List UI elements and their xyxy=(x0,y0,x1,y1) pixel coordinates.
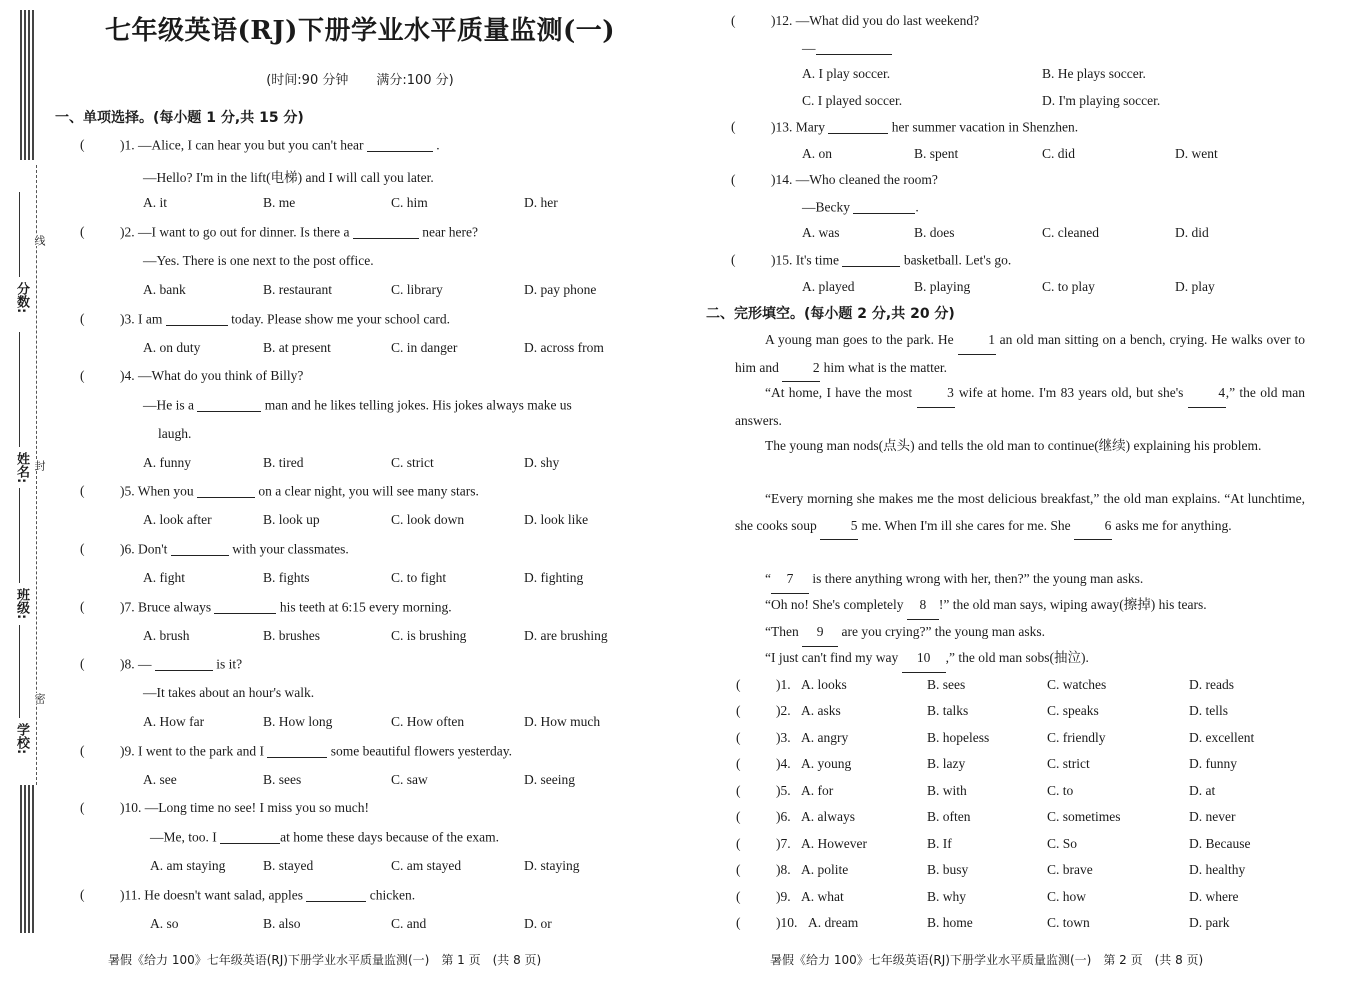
option-d[interactable]: D. excellent xyxy=(1189,730,1255,745)
option-a[interactable]: A. was xyxy=(802,225,840,240)
question-stem xyxy=(120,224,478,241)
dialogue-text-after: at home these days because of the exam. xyxy=(280,829,500,845)
option-a[interactable]: A. on xyxy=(802,146,832,161)
option-a[interactable]: A. look after xyxy=(143,512,212,527)
option-b[interactable]: B. restaurant xyxy=(263,282,332,297)
footer-page-2: 暑假《给力 100》七年级英语(RJ)下册学业水平质量监测(一) 第 2 页 (共 8 页) xyxy=(770,953,1204,967)
answer-blank[interactable] xyxy=(828,119,888,134)
option-c[interactable]: C. to xyxy=(1047,783,1074,798)
dialogue-text-after: man and he likes telling jokes. His jokes always make us xyxy=(264,397,572,413)
question-number: )10. xyxy=(120,800,142,815)
cloze-blank-7[interactable]: 7 xyxy=(771,566,809,594)
answer-paren[interactable]: ( xyxy=(736,730,741,745)
question-number: )7. xyxy=(120,599,135,615)
page-title: 七年级英语(RJ)下册学业水平质量监测(一) xyxy=(104,16,616,46)
answer-paren[interactable]: ( xyxy=(736,809,741,824)
option-a[interactable]: A. always xyxy=(801,809,855,824)
option-b[interactable]: B. He plays soccer. xyxy=(1042,66,1146,81)
option-b[interactable]: B. why xyxy=(927,889,967,904)
option-a[interactable]: A. am staying xyxy=(150,858,226,873)
answer-blank[interactable] xyxy=(367,137,433,152)
cloze-paragraph-7: “Then 9 are you crying?” the young man asks. xyxy=(765,619,1305,647)
question-text-after: near here? xyxy=(422,224,479,240)
option-a[interactable]: A. brush xyxy=(143,628,190,643)
field-school-label: 学校: xyxy=(14,723,29,755)
answer-blank[interactable] xyxy=(816,40,892,55)
option-b[interactable]: B. home xyxy=(927,915,973,930)
option-c[interactable]: C. brave xyxy=(1047,862,1093,877)
option-a[interactable]: A. see xyxy=(143,772,177,787)
option-c[interactable]: C. sometimes xyxy=(1047,809,1121,824)
field-name-label: 姓名: xyxy=(14,452,29,484)
question-number: )6. xyxy=(120,541,135,557)
option-a[interactable]: A. it xyxy=(143,195,168,210)
exam-info xyxy=(60,69,660,88)
option-c[interactable]: C. I played soccer. xyxy=(802,93,903,108)
option-c[interactable]: C. How often xyxy=(391,714,465,729)
question-text: He doesn't want salad, apples xyxy=(144,887,304,903)
question-number: )5. xyxy=(120,483,135,499)
option-d[interactable]: D. funny xyxy=(1189,756,1237,771)
option-d[interactable]: D. across from xyxy=(524,340,604,355)
option-b[interactable]: B. If xyxy=(927,836,952,851)
option-d[interactable]: D. staying xyxy=(524,858,580,873)
dialogue-text: —Hello? I'm in the lift(电梯) and I will call you later. xyxy=(143,170,434,185)
question-text: —Long time no see! I miss you so much! xyxy=(144,800,369,815)
option-d[interactable]: D. tells xyxy=(1189,703,1228,718)
option-d[interactable]: D. reads xyxy=(1189,677,1234,692)
mark-secret: 密 xyxy=(33,693,46,704)
question-text-after: his teeth at 6:15 every morning. xyxy=(279,599,452,615)
option-c[interactable]: C. cleaned xyxy=(1042,225,1099,240)
answer-paren[interactable]: ( xyxy=(731,13,736,28)
answer-blank[interactable] xyxy=(220,829,280,844)
cloze-paragraph-4: “Every morning she makes me the most delicious breakfast,” the old man explains. “At lunchtime, she cooks soup 5 me. When I'm ill she cares for me. She 6 asks me for anything. xyxy=(735,486,1305,540)
dialogue-text: —Me, too. I xyxy=(150,829,217,845)
question-number: )9. xyxy=(776,889,791,904)
option-d[interactable]: D. never xyxy=(1189,809,1236,824)
answer-paren[interactable]: ( xyxy=(80,743,85,758)
option-b[interactable]: B. playing xyxy=(914,279,971,294)
question-text-after: on a clear night, you will see many stars. xyxy=(258,483,479,499)
answer-blank[interactable] xyxy=(853,199,915,214)
answer-blank[interactable] xyxy=(267,743,327,758)
question-text-after: with your classmates. xyxy=(232,541,349,557)
dialogue-text: —Yes. There is one next to the post office. xyxy=(143,253,374,268)
question-number: )15. xyxy=(771,252,793,268)
question-stem xyxy=(771,13,979,29)
binding-margin xyxy=(0,0,60,999)
option-a[interactable]: A. what xyxy=(801,889,844,904)
question-stem xyxy=(120,599,452,616)
question-number: )7. xyxy=(776,836,791,851)
question-text: When you xyxy=(137,483,194,499)
section2-heading: 二、完形填空。(每小题 2 分,共 20 分) xyxy=(706,306,955,322)
question-text: I went to the park and I xyxy=(138,743,264,759)
answer-blank[interactable] xyxy=(214,599,276,614)
option-c[interactable]: C. to fight xyxy=(391,570,447,585)
option-d[interactable]: D. pay phone xyxy=(524,282,597,297)
answer-paren[interactable]: ( xyxy=(80,483,85,498)
option-d[interactable]: D. fighting xyxy=(524,570,584,585)
option-c[interactable]: C. strict xyxy=(1047,756,1090,771)
question-number: )5. xyxy=(776,783,791,798)
dialogue-line xyxy=(150,829,499,846)
footer-page-1: 暑假《给力 100》七年级英语(RJ)下册学业水平质量监测(一) 第 1 页 (共 8 页) xyxy=(108,953,542,967)
question-text-after: is it? xyxy=(216,656,243,672)
cloze-paragraph-6: “Oh no! She's completely 8 !” the old man says, wiping away(擦掉) his tears. xyxy=(765,592,1305,620)
cloze-paragraph-5: “ 7 is there anything wrong with her, then?” the young man asks. xyxy=(765,566,1305,594)
question-number: )3. xyxy=(120,311,135,327)
option-b[interactable]: B. lazy xyxy=(927,756,966,771)
question-stem xyxy=(120,887,415,904)
cut-line xyxy=(36,165,37,785)
question-text-after: . xyxy=(436,137,440,153)
dialogue-text: — xyxy=(802,40,816,56)
dialogue-text: —It takes about an hour's walk. xyxy=(143,685,315,700)
option-d[interactable]: D. went xyxy=(1175,146,1218,161)
option-c[interactable]: C. saw xyxy=(391,772,428,787)
option-c[interactable]: C. speaks xyxy=(1047,703,1099,718)
question-stem xyxy=(120,368,303,384)
option-b[interactable]: B. brushes xyxy=(263,628,320,643)
option-d[interactable]: D. look like xyxy=(524,512,589,527)
answer-paren[interactable]: ( xyxy=(736,915,741,930)
dialogue-line xyxy=(143,253,374,269)
question-number: )1. xyxy=(776,677,791,692)
question-text: — xyxy=(138,656,152,672)
mark-line: 线 xyxy=(33,235,46,246)
option-c[interactable]: C. library xyxy=(391,282,443,297)
option-b[interactable]: B. tired xyxy=(263,455,304,470)
question-number: )11. xyxy=(120,887,141,903)
cloze-blank-1[interactable]: 1 xyxy=(958,327,996,355)
option-a[interactable]: A. looks xyxy=(801,677,847,692)
question-text: —Alice, I can hear you but you can't hear xyxy=(138,137,364,153)
answer-paren[interactable]: ( xyxy=(736,703,741,718)
option-d[interactable]: D. at xyxy=(1189,783,1216,798)
question-stem xyxy=(120,137,440,154)
option-b[interactable]: B. at present xyxy=(263,340,331,355)
option-d[interactable]: D. How much xyxy=(524,714,601,729)
question-stem xyxy=(771,119,1078,136)
cloze-paragraph-3: The young man nods(点头) and tells the old man to continue(继续) explaining his problem. xyxy=(765,438,1262,453)
option-a[interactable]: A. fight xyxy=(143,570,185,585)
dialogue-text: —He is a xyxy=(143,397,194,413)
option-b[interactable]: B. spent xyxy=(914,146,959,161)
option-b[interactable]: B. with xyxy=(927,783,967,798)
option-a[interactable]: A. for xyxy=(801,783,834,798)
question-text-after: some beautiful flowers yesterday. xyxy=(330,743,513,759)
field-school-line xyxy=(19,625,20,718)
question-text: Don't xyxy=(138,541,168,557)
question-number: )4. xyxy=(776,756,791,771)
answer-blank[interactable] xyxy=(197,397,261,412)
option-a[interactable]: A. bank xyxy=(143,282,186,297)
option-a[interactable]: A. polite xyxy=(801,862,849,877)
question-text: —What did you do last weekend? xyxy=(795,13,980,28)
option-b[interactable]: B. sees xyxy=(927,677,966,692)
question-stem xyxy=(120,541,349,558)
answer-paren[interactable]: ( xyxy=(736,677,741,692)
dialogue-text: —Becky xyxy=(802,199,850,215)
dialogue-line xyxy=(143,685,314,701)
question-number: )13. xyxy=(771,119,793,135)
cloze-blank-3[interactable]: 3 xyxy=(917,380,955,408)
option-c[interactable]: C. watches xyxy=(1047,677,1107,692)
answer-paren[interactable]: ( xyxy=(80,541,85,556)
question-number: )9. xyxy=(120,743,135,759)
option-d[interactable]: D. or xyxy=(524,916,552,931)
dialogue-line xyxy=(143,397,572,414)
exam-time: (时间:90 分钟 xyxy=(266,73,349,88)
answer-paren[interactable]: ( xyxy=(736,836,741,851)
option-a[interactable]: A. asks xyxy=(801,703,841,718)
question-number: )8. xyxy=(776,862,791,877)
option-d[interactable]: D. her xyxy=(524,195,558,210)
option-a[interactable]: A. How far xyxy=(143,714,205,729)
field-score-label: 分数: xyxy=(14,282,29,314)
option-a[interactable]: A. dream xyxy=(808,915,859,930)
question-number: )4. xyxy=(120,368,135,383)
question-text-after: chicken. xyxy=(369,887,416,903)
question-stem xyxy=(120,656,242,673)
question-number: )14. xyxy=(771,172,793,187)
answer-paren[interactable]: ( xyxy=(80,656,85,671)
answer-blank[interactable] xyxy=(353,224,419,239)
question-text: It's time xyxy=(795,252,840,268)
option-c[interactable]: C. So xyxy=(1047,836,1078,851)
question-number: )2. xyxy=(120,224,135,240)
cloze-blank-4[interactable]: 4 xyxy=(1188,380,1226,408)
field-name-line xyxy=(19,332,20,447)
option-b[interactable]: B. talks xyxy=(927,703,969,718)
option-c[interactable]: C. strict xyxy=(391,455,434,470)
field-class-line xyxy=(19,488,20,583)
option-a[interactable]: A. played xyxy=(802,279,855,294)
option-d[interactable]: D. I'm playing soccer. xyxy=(1042,93,1161,108)
answer-blank[interactable] xyxy=(155,656,213,671)
question-text: —I want to go out for dinner. Is there a xyxy=(138,224,350,240)
option-b[interactable]: B. hopeless xyxy=(927,730,990,745)
option-c[interactable]: C. town xyxy=(1047,915,1090,930)
option-a[interactable]: A. young xyxy=(801,756,852,771)
question-number: )8. xyxy=(120,656,135,672)
question-number: )6. xyxy=(776,809,791,824)
question-text: I am xyxy=(138,311,163,327)
option-b[interactable]: B. busy xyxy=(927,862,969,877)
option-a[interactable]: A. so xyxy=(150,916,179,931)
question-text-after: basketball. Let's go. xyxy=(903,252,1012,268)
answer-blank[interactable] xyxy=(197,483,255,498)
answer-paren[interactable]: ( xyxy=(731,172,736,187)
option-b[interactable]: B. also xyxy=(263,916,301,931)
option-c[interactable]: C. friendly xyxy=(1047,730,1106,745)
option-d[interactable]: D. where xyxy=(1189,889,1239,904)
dialogue-line xyxy=(143,166,434,186)
option-d[interactable]: D. did xyxy=(1175,225,1209,240)
cloze-blank-5[interactable]: 5 xyxy=(820,513,858,541)
answer-paren[interactable]: ( xyxy=(736,783,741,798)
question-stem xyxy=(771,172,938,188)
cloze-paragraph-1: A young man goes to the park. He 1 an old man sitting on a bench, crying. He walks over to him and 2 him what is the matter. xyxy=(735,327,1305,382)
option-b[interactable]: B. does xyxy=(914,225,955,240)
bottom-hatch-bar xyxy=(20,785,34,933)
answer-paren[interactable]: ( xyxy=(80,599,85,614)
option-d[interactable]: D. shy xyxy=(524,455,560,470)
option-d[interactable]: D. are brushing xyxy=(524,628,608,643)
answer-paren[interactable]: ( xyxy=(80,224,85,239)
cloze-blank-9[interactable]: 9 xyxy=(802,619,838,647)
answer-paren[interactable]: ( xyxy=(80,311,85,326)
option-d[interactable]: D. park xyxy=(1189,915,1230,930)
answer-blank[interactable] xyxy=(171,541,229,556)
answer-paren[interactable]: ( xyxy=(80,137,85,152)
dialogue-line xyxy=(802,40,892,57)
option-a[interactable]: A. angry xyxy=(801,730,849,745)
answer-blank[interactable] xyxy=(306,887,366,902)
answer-paren[interactable]: ( xyxy=(731,252,736,267)
option-a[interactable]: A. I play soccer. xyxy=(802,66,891,81)
option-c[interactable]: C. to play xyxy=(1042,279,1095,294)
option-b[interactable]: B. sees xyxy=(263,772,302,787)
field-score-line xyxy=(19,192,20,277)
question-text: Bruce always xyxy=(138,599,212,615)
option-d[interactable]: D. Because xyxy=(1189,836,1251,851)
dialogue-line: laugh. xyxy=(158,426,192,441)
answer-paren[interactable]: ( xyxy=(731,119,736,134)
option-c[interactable]: C. him xyxy=(391,195,428,210)
answer-paren[interactable]: ( xyxy=(80,368,85,383)
question-text: Mary xyxy=(795,119,825,135)
option-b[interactable]: B. me xyxy=(263,195,296,210)
option-c[interactable]: C. how xyxy=(1047,889,1087,904)
option-d[interactable]: D. healthy xyxy=(1189,862,1246,877)
question-text-after: her summer vacation in Shenzhen. xyxy=(891,119,1079,135)
answer-paren[interactable]: ( xyxy=(80,887,85,902)
cloze-blank-10[interactable]: 10 xyxy=(902,645,946,673)
option-a[interactable]: A. on duty xyxy=(143,340,201,355)
option-c[interactable]: C. look down xyxy=(391,512,465,527)
question-stem xyxy=(120,311,450,328)
top-hatch-bar xyxy=(20,10,34,160)
option-b[interactable]: B. stayed xyxy=(263,858,314,873)
answer-blank[interactable] xyxy=(842,252,900,267)
question-text: —Who cleaned the room? xyxy=(795,172,938,187)
question-number: )1. xyxy=(120,137,135,153)
option-a[interactable]: A. funny xyxy=(143,455,191,470)
question-number: )2. xyxy=(776,703,791,718)
question-stem xyxy=(120,743,512,760)
exam-score: 满分:100 分) xyxy=(376,73,454,88)
question-number: )12. xyxy=(771,13,793,28)
option-c[interactable]: C. am stayed xyxy=(391,858,462,873)
option-b[interactable]: B. How long xyxy=(263,714,333,729)
option-d[interactable]: D. seeing xyxy=(524,772,575,787)
question-stem xyxy=(120,800,369,816)
option-d[interactable]: D. play xyxy=(1175,279,1215,294)
option-b[interactable]: B. look up xyxy=(263,512,320,527)
option-c[interactable]: C. in danger xyxy=(391,340,458,355)
cloze-paragraph-8: “I just can't find my way 10 ,” the old man sobs(抽泣). xyxy=(765,645,1305,673)
question-text-after: today. Please show me your school card. xyxy=(231,311,450,327)
answer-paren[interactable]: ( xyxy=(80,800,85,815)
option-b[interactable]: B. often xyxy=(927,809,971,824)
field-class-label: 班级: xyxy=(14,588,29,620)
answer-paren[interactable]: ( xyxy=(736,862,741,877)
question-number: )10. xyxy=(776,915,798,930)
question-stem xyxy=(771,252,1011,269)
question-text: —What do you think of Billy? xyxy=(138,368,304,383)
option-b[interactable]: B. fights xyxy=(263,570,310,585)
answer-blank[interactable] xyxy=(166,311,228,326)
option-c[interactable]: C. is brushing xyxy=(391,628,467,643)
section1-heading: 一、单项选择。(每小题 1 分,共 15 分) xyxy=(55,110,304,126)
cloze-blank-2[interactable]: 2 xyxy=(782,355,820,383)
cloze-paragraph-2: “At home, I have the most 3 wife at home. I'm 83 years old, but she's 4,” the old man answers. xyxy=(735,380,1305,434)
question-number: )3. xyxy=(776,730,791,745)
option-a[interactable]: A. However xyxy=(801,836,867,851)
option-c[interactable]: C. and xyxy=(391,916,427,931)
cloze-blank-6[interactable]: 6 xyxy=(1074,513,1112,541)
answer-paren[interactable]: ( xyxy=(736,756,741,771)
mark-seal: 封 xyxy=(33,460,46,471)
dialogue-line: —Becky . xyxy=(802,199,919,215)
answer-paren[interactable]: ( xyxy=(736,889,741,904)
cloze-blank-8[interactable]: 8 xyxy=(907,592,939,620)
question-stem xyxy=(120,483,479,500)
option-c[interactable]: C. did xyxy=(1042,146,1076,161)
